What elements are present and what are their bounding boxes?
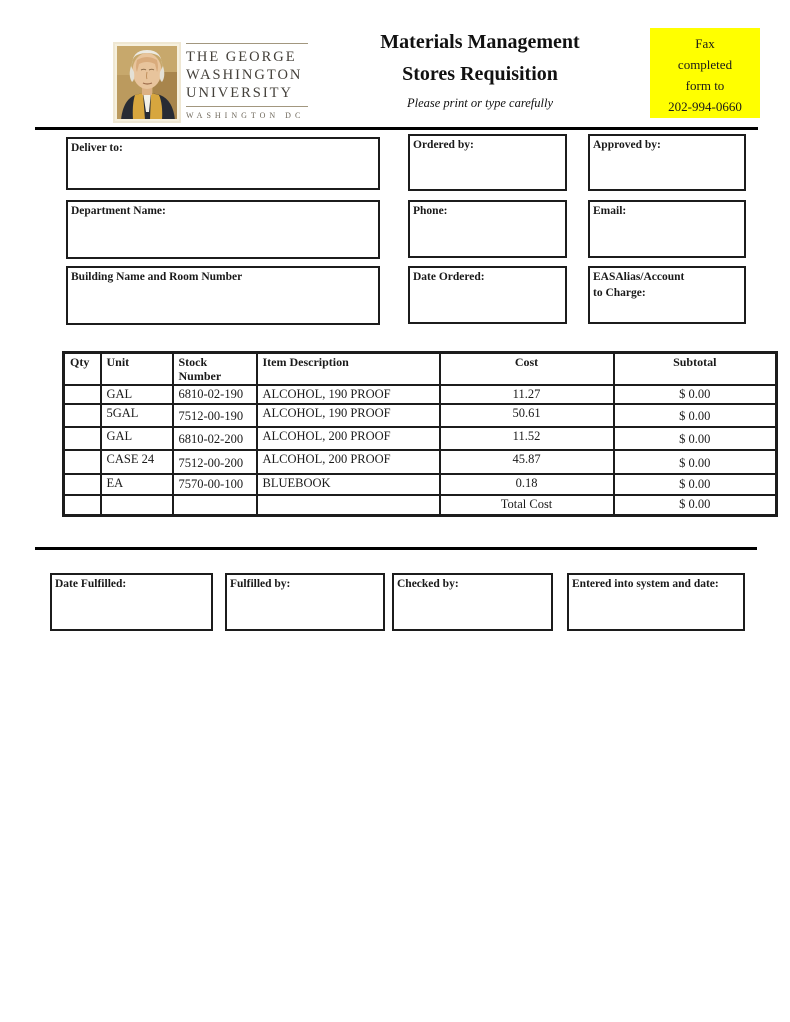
- cost-cell: 45.87: [440, 450, 614, 474]
- total-cost-value: $ 0.00: [614, 495, 777, 516]
- fulfillment-divider-line: [35, 547, 757, 550]
- empty-cell: [101, 495, 173, 516]
- email-label: Email:: [593, 205, 627, 217]
- header-unit: Unit: [101, 353, 173, 386]
- subtotal-cell: $ 0.00: [614, 385, 777, 404]
- table-row: [64, 450, 777, 474]
- table-row: [64, 385, 777, 404]
- stock-cell: 6810-02-200: [173, 427, 257, 450]
- header-qty: Qty: [64, 353, 101, 386]
- description-cell: ALCOHOL, 190 PROOF: [257, 385, 440, 404]
- department-name-field[interactable]: [66, 200, 380, 259]
- stock-cell: 6810-02-190: [173, 385, 257, 404]
- account-to-charge-field[interactable]: [588, 266, 746, 324]
- logo-name-line1: THE GEORGE: [186, 49, 297, 65]
- cost-cell: 50.61: [440, 404, 614, 427]
- logo-name-line2: WASHINGTON: [186, 67, 303, 83]
- cost-cell: 0.18: [440, 474, 614, 495]
- description-cell: ALCOHOL, 200 PROOF: [257, 450, 440, 474]
- logo-tagline: WASHINGTON DC: [186, 111, 305, 120]
- cost-cell: 11.52: [440, 427, 614, 450]
- qty-input-cell[interactable]: [64, 427, 101, 450]
- unit-cell: 5GAL: [101, 404, 173, 427]
- header-stock-number: [173, 353, 257, 386]
- table-header-row: [64, 353, 777, 386]
- unit-cell: GAL: [101, 427, 173, 450]
- form-title-line1: Materials Management: [380, 31, 580, 53]
- table-row: [64, 474, 777, 495]
- subtotal-cell: $ 0.00: [614, 474, 777, 495]
- ordered-by-label: Ordered by:: [413, 139, 474, 151]
- subtotal-cell: $ 0.00: [614, 450, 777, 474]
- empty-cell: [173, 495, 257, 516]
- qty-input-cell[interactable]: [64, 404, 101, 427]
- entered-into-system-field[interactable]: [567, 573, 745, 631]
- qty-input-cell[interactable]: [64, 474, 101, 495]
- account-to-charge-label-line2: to Charge:: [593, 287, 646, 299]
- subtotal-cell: $ 0.00: [614, 427, 777, 450]
- table-total-row: [64, 495, 777, 516]
- building-room-field[interactable]: [66, 266, 380, 325]
- unit-cell: CASE 24: [101, 450, 173, 474]
- gwu-wordmark: [186, 43, 308, 121]
- date-ordered-label: Date Ordered:: [413, 271, 485, 283]
- header-stock-line1: Stock: [178, 355, 208, 369]
- qty-input-cell[interactable]: [64, 385, 101, 404]
- unit-cell: GAL: [101, 385, 173, 404]
- fulfilled-by-label: Fulfilled by:: [230, 578, 291, 590]
- total-cost-label: Total Cost: [440, 495, 614, 516]
- header-subtotal: Subtotal: [614, 353, 777, 386]
- header-item-description: Item Description: [257, 353, 440, 386]
- table-row: [64, 427, 777, 450]
- header-divider-line: [35, 127, 758, 130]
- requisition-items-table: [62, 351, 778, 517]
- empty-cell: [257, 495, 440, 516]
- unit-cell: EA: [101, 474, 173, 495]
- qty-input-cell[interactable]: [64, 450, 101, 474]
- fax-line1: Fax: [695, 36, 715, 51]
- email-field[interactable]: [588, 200, 746, 258]
- empty-cell: [64, 495, 101, 516]
- entered-into-system-label: Entered into system and date:: [572, 578, 719, 590]
- header-stock-line2: Number: [178, 369, 222, 383]
- subtotal-cell: $ 0.00: [614, 404, 777, 427]
- checked-by-label: Checked by:: [397, 578, 459, 590]
- account-to-charge-label-line1: EASAlias/Account: [593, 271, 685, 283]
- cost-cell: 11.27: [440, 385, 614, 404]
- description-cell: ALCOHOL, 200 PROOF: [257, 427, 440, 450]
- form-title-block: [330, 26, 630, 111]
- date-fulfilled-label: Date Fulfilled:: [55, 578, 127, 590]
- deliver-to-label: Deliver to:: [71, 142, 123, 154]
- fax-line3: form to: [685, 78, 725, 93]
- gwu-portrait-icon: [113, 42, 181, 123]
- approved-by-field[interactable]: [588, 134, 746, 191]
- department-name-label: Department Name:: [71, 205, 166, 217]
- logo-bottom-rule: [186, 106, 308, 107]
- logo-top-rule: [186, 43, 308, 44]
- ordered-by-field[interactable]: [408, 134, 567, 191]
- fax-line2: completed: [677, 57, 733, 72]
- description-cell: ALCOHOL, 190 PROOF: [257, 404, 440, 427]
- logo-name-line3: UNIVERSITY: [186, 85, 293, 101]
- approved-by-label: Approved by:: [593, 139, 661, 151]
- deliver-to-field[interactable]: [66, 137, 380, 190]
- header-cost: Cost: [440, 353, 614, 386]
- fax-number: 202-994-0660: [668, 99, 742, 114]
- stock-cell: 7570-00-100: [173, 474, 257, 495]
- fulfilled-by-field[interactable]: [225, 573, 385, 631]
- stock-cell: 7512-00-190: [173, 404, 257, 427]
- fax-instruction-box: [650, 28, 760, 118]
- phone-field[interactable]: [408, 200, 567, 258]
- date-ordered-field[interactable]: [408, 266, 567, 324]
- description-cell: BLUEBOOK: [257, 474, 440, 495]
- stock-cell: 7512-00-200: [173, 450, 257, 474]
- phone-label: Phone:: [413, 205, 448, 217]
- checked-by-field[interactable]: [392, 573, 553, 631]
- form-instruction-note: Please print or type carefully: [406, 96, 554, 110]
- building-room-label: Building Name and Room Number: [71, 271, 243, 283]
- table-row: [64, 404, 777, 427]
- date-fulfilled-field[interactable]: [50, 573, 213, 631]
- form-title-line2: Stores Requisition: [402, 63, 558, 85]
